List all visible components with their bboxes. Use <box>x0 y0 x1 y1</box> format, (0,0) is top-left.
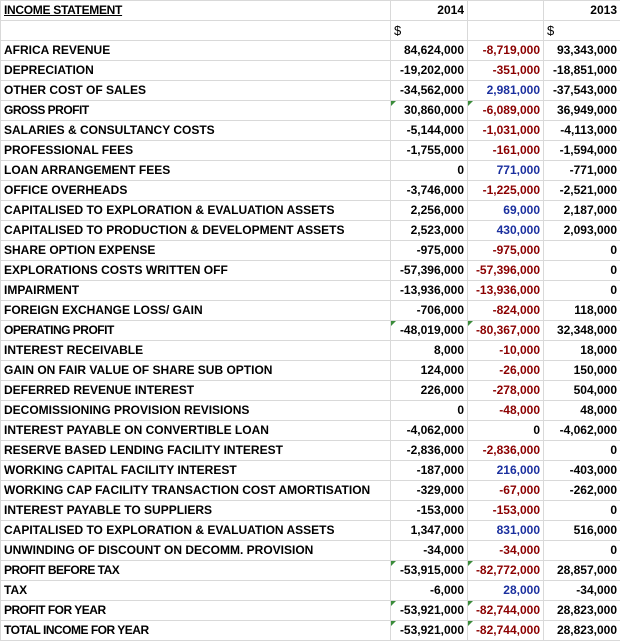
value-2014-cell[interactable]: 124,000 <box>391 361 468 381</box>
difference-cell[interactable]: -6,089,000 <box>468 101 544 121</box>
difference-cell[interactable]: -153,000 <box>468 501 544 521</box>
value-2013-cell[interactable]: 32,348,000 <box>544 321 620 341</box>
row-label-cell[interactable]: OPERATING PROFIT <box>1 321 391 341</box>
currency-prior-cell[interactable]: $ <box>544 21 620 41</box>
row-label-cell[interactable]: SALARIES & CONSULTANCY COSTS <box>1 121 391 141</box>
table-row <box>1 241 620 261</box>
table-row <box>1 201 620 221</box>
value-2013-cell[interactable]: 28,823,000 <box>544 601 620 621</box>
row-label-cell[interactable]: DECOMISSIONING PROVISION REVISIONS <box>1 401 391 421</box>
value-2014-cell[interactable]: 226,000 <box>391 381 468 401</box>
value-2013-cell[interactable]: 504,000 <box>544 381 620 401</box>
difference-cell[interactable]: -26,000 <box>468 361 544 381</box>
value-2013-cell[interactable]: 0 <box>544 241 620 261</box>
value-2014-cell[interactable]: -3,746,000 <box>391 181 468 201</box>
value-2013-cell[interactable]: -2,521,000 <box>544 181 620 201</box>
difference-cell[interactable]: 2,981,000 <box>468 81 544 101</box>
difference-cell[interactable]: -82,744,000 <box>468 601 544 621</box>
value-2013-cell[interactable]: 18,000 <box>544 341 620 361</box>
table-row <box>1 341 620 361</box>
value-2014-cell[interactable]: -2,836,000 <box>391 441 468 461</box>
value-2014-cell[interactable]: 30,860,000 <box>391 101 468 121</box>
value-2013-cell[interactable]: 48,000 <box>544 401 620 421</box>
value-2013-cell[interactable]: 2,187,000 <box>544 201 620 221</box>
table-row <box>1 381 620 401</box>
value-2013-cell[interactable]: -37,543,000 <box>544 81 620 101</box>
year-prior-cell[interactable]: 2013 <box>544 1 620 21</box>
value-2013-cell[interactable]: 36,949,000 <box>544 101 620 121</box>
total-row <box>1 321 620 341</box>
value-2014-cell[interactable]: -53,915,000 <box>391 561 468 581</box>
row-label-cell[interactable]: GROSS PROFIT <box>1 101 391 121</box>
row-label-cell[interactable]: CAPITALISED TO EXPLORATION & EVALUATION ASSETS <box>1 521 391 541</box>
row-label-cell[interactable]: WORKING CAP FACILITY TRANSACTION COST AMORTISATION <box>1 481 391 501</box>
value-2013-cell[interactable]: -771,000 <box>544 161 620 181</box>
row-label-cell[interactable]: PROFIT FOR YEAR <box>1 601 391 621</box>
value-2014-cell[interactable]: -706,000 <box>391 301 468 321</box>
difference-cell[interactable]: -10,000 <box>468 341 544 361</box>
value-2013-cell[interactable]: 150,000 <box>544 361 620 381</box>
table-row <box>1 161 620 181</box>
year-current-cell[interactable]: 2014 <box>391 1 468 21</box>
row-label-cell[interactable]: RESERVE BASED LENDING FACILITY INTEREST <box>1 441 391 461</box>
value-2014-cell[interactable]: 0 <box>391 401 468 421</box>
difference-cell[interactable]: 28,000 <box>468 581 544 601</box>
value-2014-cell[interactable]: -48,019,000 <box>391 321 468 341</box>
difference-cell[interactable]: -82,744,000 <box>468 621 544 641</box>
value-2014-cell[interactable]: -153,000 <box>391 501 468 521</box>
difference-cell[interactable]: -82,772,000 <box>468 561 544 581</box>
row-label-cell[interactable]: CAPITALISED TO EXPLORATION & EVALUATION ASSETS <box>1 201 391 221</box>
row-label-cell[interactable]: FOREIGN EXCHANGE LOSS/ GAIN <box>1 301 391 321</box>
row-label-cell[interactable]: TAX <box>1 581 391 601</box>
value-2013-cell[interactable]: 0 <box>544 501 620 521</box>
value-2014-cell[interactable]: 1,347,000 <box>391 521 468 541</box>
difference-cell[interactable]: 771,000 <box>468 161 544 181</box>
row-label-cell[interactable]: INTEREST RECEIVABLE <box>1 341 391 361</box>
table-row <box>1 541 620 561</box>
difference-cell[interactable]: -1,225,000 <box>468 181 544 201</box>
difference-cell[interactable]: -34,000 <box>468 541 544 561</box>
value-2013-cell[interactable]: -4,062,000 <box>544 421 620 441</box>
difference-cell[interactable]: -824,000 <box>468 301 544 321</box>
difference-cell[interactable]: 216,000 <box>468 461 544 481</box>
table-row <box>1 41 620 61</box>
table-row <box>1 461 620 481</box>
difference-cell[interactable]: -48,000 <box>468 401 544 421</box>
value-2014-cell[interactable]: -187,000 <box>391 461 468 481</box>
value-2014-cell[interactable]: -19,202,000 <box>391 61 468 81</box>
value-2013-cell[interactable]: -403,000 <box>544 461 620 481</box>
header-row <box>1 1 620 21</box>
total-row <box>1 101 620 121</box>
table-row <box>1 441 620 461</box>
currency-diff-cell[interactable] <box>468 21 544 41</box>
table-row <box>1 481 620 501</box>
row-label-cell[interactable]: CAPITALISED TO PRODUCTION & DEVELOPMENT ASSETS <box>1 221 391 241</box>
row-label-cell[interactable]: EXPLORATIONS COSTS WRITTEN OFF <box>1 261 391 281</box>
value-2013-cell[interactable]: -34,000 <box>544 581 620 601</box>
difference-cell[interactable]: 831,000 <box>468 521 544 541</box>
difference-cell[interactable]: 430,000 <box>468 221 544 241</box>
row-label-cell[interactable]: PROFIT BEFORE TAX <box>1 561 391 581</box>
value-2013-cell[interactable]: 0 <box>544 441 620 461</box>
row-label-cell[interactable]: DEPRECIATION <box>1 61 391 81</box>
row-label-cell[interactable]: GAIN ON FAIR VALUE OF SHARE SUB OPTION <box>1 361 391 381</box>
total-row <box>1 561 620 581</box>
table-row <box>1 121 620 141</box>
statement-title-cell[interactable] <box>1 1 391 21</box>
value-2013-cell[interactable]: 0 <box>544 281 620 301</box>
table-row <box>1 141 620 161</box>
difference-cell[interactable]: -161,000 <box>468 141 544 161</box>
table-row <box>1 401 620 421</box>
value-2014-cell[interactable]: 8,000 <box>391 341 468 361</box>
value-2013-cell[interactable]: -1,594,000 <box>544 141 620 161</box>
difference-cell[interactable]: -67,000 <box>468 481 544 501</box>
table-row <box>1 61 620 81</box>
value-2014-cell[interactable]: -4,062,000 <box>391 421 468 441</box>
value-2013-cell[interactable]: 0 <box>544 541 620 561</box>
value-2014-cell[interactable]: -53,921,000 <box>391 601 468 621</box>
value-2013-cell[interactable]: -262,000 <box>544 481 620 501</box>
total-row <box>1 601 620 621</box>
row-label-cell[interactable]: OFFICE OVERHEADS <box>1 181 391 201</box>
value-2014-cell[interactable]: -13,936,000 <box>391 281 468 301</box>
value-2013-cell[interactable]: 2,093,000 <box>544 221 620 241</box>
row-label-cell[interactable]: DEFERRED REVENUE INTEREST <box>1 381 391 401</box>
sheet-body <box>1 1 620 641</box>
table-row <box>1 221 620 241</box>
row-label-cell[interactable]: IMPAIRMENT <box>1 281 391 301</box>
row-label-cell[interactable]: PROFESSIONAL FEES <box>1 141 391 161</box>
value-2014-cell[interactable]: -53,921,000 <box>391 621 468 641</box>
difference-cell[interactable]: -1,031,000 <box>468 121 544 141</box>
row-label-cell[interactable]: SHARE OPTION EXPENSE <box>1 241 391 261</box>
row-label-cell[interactable]: UNWINDING OF DISCOUNT ON DECOMM. PROVISION <box>1 541 391 561</box>
value-2014-cell[interactable]: 0 <box>391 161 468 181</box>
value-2014-cell[interactable]: -34,000 <box>391 541 468 561</box>
row-label-cell[interactable]: TOTAL INCOME FOR YEAR <box>1 621 391 641</box>
value-2013-cell[interactable]: 118,000 <box>544 301 620 321</box>
row-label-cell[interactable]: WORKING CAPITAL FACILITY INTEREST <box>1 461 391 481</box>
difference-cell[interactable]: -13,936,000 <box>468 281 544 301</box>
table-row <box>1 501 620 521</box>
table-row <box>1 181 620 201</box>
table-row <box>1 421 620 441</box>
value-2014-cell[interactable]: -1,755,000 <box>391 141 468 161</box>
table-row <box>1 81 620 101</box>
difference-cell[interactable]: -975,000 <box>468 241 544 261</box>
table-row <box>1 361 620 381</box>
difference-cell[interactable]: 0 <box>468 421 544 441</box>
difference-cell[interactable]: -8,719,000 <box>468 41 544 61</box>
row-label-cell[interactable]: AFRICA REVENUE <box>1 41 391 61</box>
difference-cell[interactable]: -80,367,000 <box>468 321 544 341</box>
value-2013-cell[interactable]: -18,851,000 <box>544 61 620 81</box>
statement-title: INCOME STATEMENT <box>4 3 123 17</box>
value-2014-cell[interactable]: 2,523,000 <box>391 221 468 241</box>
value-2014-cell[interactable]: -975,000 <box>391 241 468 261</box>
table-row <box>1 301 620 321</box>
table-row <box>1 281 620 301</box>
currency-current-cell[interactable]: $ <box>391 21 468 41</box>
difference-cell[interactable]: 69,000 <box>468 201 544 221</box>
total-row <box>1 621 620 641</box>
row-label-cell[interactable]: OTHER COST OF SALES <box>1 81 391 101</box>
difference-cell[interactable]: -2,836,000 <box>468 441 544 461</box>
value-2014-cell[interactable]: -5,144,000 <box>391 121 468 141</box>
difference-cell[interactable]: -278,000 <box>468 381 544 401</box>
value-2014-cell[interactable]: -57,396,000 <box>391 261 468 281</box>
value-2013-cell[interactable]: -4,113,000 <box>544 121 620 141</box>
value-2014-cell[interactable]: 84,624,000 <box>391 41 468 61</box>
currency-label-cell[interactable] <box>1 21 391 41</box>
value-2014-cell[interactable]: -6,000 <box>391 581 468 601</box>
value-2014-cell[interactable]: 2,256,000 <box>391 201 468 221</box>
value-2013-cell[interactable]: 93,343,000 <box>544 41 620 61</box>
value-2013-cell[interactable]: 28,823,000 <box>544 621 620 641</box>
value-2014-cell[interactable]: -329,000 <box>391 481 468 501</box>
row-label-cell[interactable]: INTEREST PAYABLE ON CONVERTIBLE LOAN <box>1 421 391 441</box>
value-2013-cell[interactable]: 0 <box>544 261 620 281</box>
currency-row <box>1 21 620 41</box>
row-label-cell[interactable]: LOAN ARRANGEMENT FEES <box>1 161 391 181</box>
diff-header-cell[interactable] <box>468 1 544 21</box>
difference-cell[interactable]: -57,396,000 <box>468 261 544 281</box>
table-row <box>1 261 620 281</box>
value-2013-cell[interactable]: 516,000 <box>544 521 620 541</box>
value-2014-cell[interactable]: -34,562,000 <box>391 81 468 101</box>
table-row <box>1 581 620 601</box>
row-label-cell[interactable]: INTEREST PAYABLE TO SUPPLIERS <box>1 501 391 521</box>
value-2013-cell[interactable]: 28,857,000 <box>544 561 620 581</box>
table-row <box>1 521 620 541</box>
difference-cell[interactable]: -351,000 <box>468 61 544 81</box>
